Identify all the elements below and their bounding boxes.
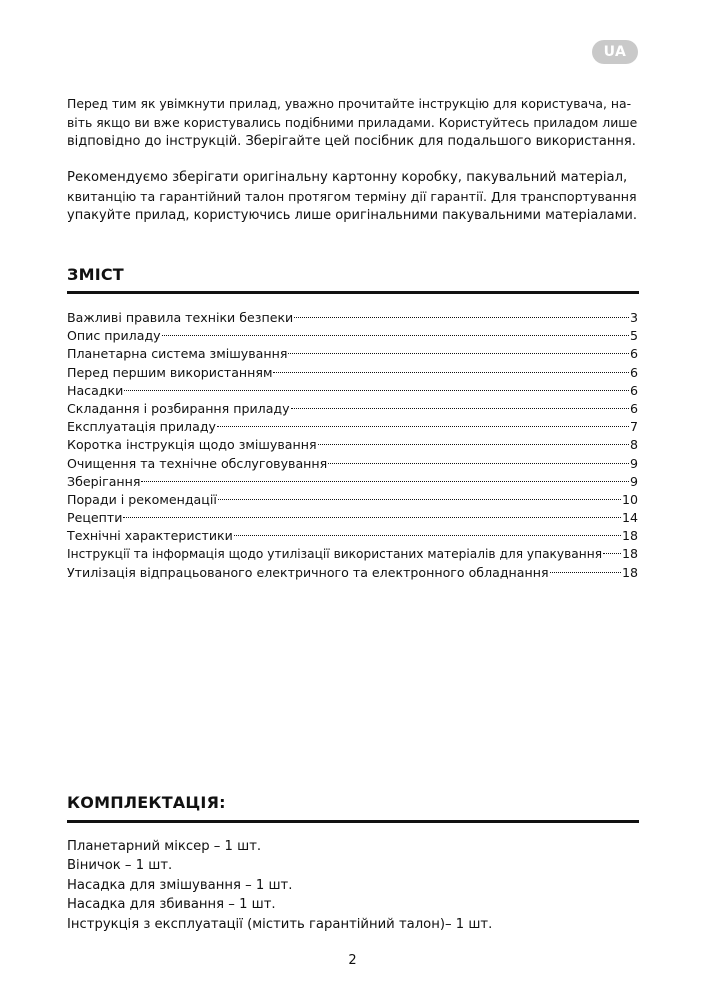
toc-entry[interactable] [67, 473, 638, 491]
toc-entry-title: Утилізація відпрацьованого електричного та електронного обладнання [67, 564, 549, 580]
intro-line: Перед тим як увімкнути прилад, уважно прочитайте інструкцію для користувача, на- [67, 96, 632, 111]
toc-entry-title: Експлуатація приладу [67, 419, 216, 435]
toc-leader-dots [294, 317, 629, 318]
toc-entry-page: 6 [629, 364, 638, 380]
intro-line: відповідно до інструкцій. Зберігайте цей посібник для подальшого використання. [67, 134, 636, 149]
toc-entry[interactable] [67, 436, 638, 454]
toc-entry-title: Інструкції та інформація щодо утилізації використаних матеріалів для упакування [67, 547, 603, 562]
toc-leader-dots [141, 481, 629, 482]
toc-entry-title: Насадки [67, 382, 124, 398]
toc-entry-title: Перед першим використанням [67, 364, 273, 380]
toc-leader-dots [273, 372, 629, 373]
toc-entry-page: 18 [621, 564, 638, 580]
toc-entry-title: Коротка інструкція щодо змішування [67, 437, 317, 453]
toc-entry-page: 9 [629, 455, 638, 471]
toc-leader-dots [291, 408, 629, 409]
intro-line: квитанцію та гарантійний талон протягом терміну дії гарантії. Для транспортування [67, 189, 637, 204]
toc-title: ЗМІСТ [67, 265, 124, 284]
intro-line: упакуйте прилад, користуючись лише оригінальними пакувальними матеріалами. [67, 208, 637, 223]
kit-item: Інструкція з експлуатації (містить гарантійний талон)– 1 шт. [67, 916, 493, 932]
kit-item: Насадка для збивання – 1 шт. [67, 897, 276, 913]
toc-entry-page: 3 [629, 310, 638, 325]
toc-entry-title: Важливі правила техніки безпеки [67, 310, 294, 325]
toc-leader-dots [218, 499, 621, 500]
toc-entry[interactable] [67, 545, 638, 563]
toc-leader-dots [162, 335, 629, 336]
toc-entry-page: 8 [629, 437, 638, 453]
toc-entry[interactable] [67, 527, 638, 545]
toc-leader-dots [550, 572, 621, 573]
toc-leader-dots [123, 517, 621, 518]
table-of-contents [67, 309, 638, 582]
toc-entry[interactable] [67, 327, 638, 345]
toc-entry-page: 14 [621, 510, 638, 526]
toc-leader-dots [124, 390, 629, 391]
kit-item: Насадка для змішування – 1 шт. [67, 877, 293, 893]
page-number: 2 [348, 953, 357, 968]
toc-entry-title: Очищення та технічне обслуговування [67, 455, 328, 471]
toc-entry-page: 10 [621, 491, 638, 507]
toc-entry[interactable] [67, 364, 638, 382]
toc-entry[interactable] [67, 509, 638, 527]
toc-divider [67, 291, 639, 294]
kit-item: Віничок – 1 шт. [67, 858, 173, 874]
kit-divider [67, 820, 639, 823]
kit-item: Планетарний міксер – 1 шт. [67, 839, 262, 854]
toc-entry-page: 6 [629, 400, 638, 416]
toc-entry-title: Планетарна система змішування [67, 346, 288, 362]
toc-entry-page: 7 [629, 419, 638, 435]
language-badge: UA [592, 40, 638, 64]
toc-entry[interactable] [67, 418, 638, 436]
toc-leader-dots [234, 535, 621, 536]
toc-entry-title: Рецепти [67, 510, 123, 526]
toc-entry[interactable] [67, 309, 638, 327]
toc-entry[interactable] [67, 345, 638, 363]
toc-entry-page: 9 [629, 473, 638, 489]
toc-entry-title: Технічні характеристики [67, 528, 233, 544]
toc-entry-title: Зберігання [67, 473, 141, 489]
intro-line: Рекомендуємо зберігати оригінальну картонну коробку, пакувальний матеріал, [67, 170, 628, 185]
toc-leader-dots [603, 553, 621, 554]
toc-leader-dots [318, 444, 629, 445]
toc-entry-page: 6 [629, 346, 638, 362]
toc-entry-page: 6 [629, 382, 638, 398]
intro-paragraph-1 [67, 94, 639, 151]
intro-line: віть якщо ви вже користувались подібними приладами. Користуйтесь приладом лише [67, 115, 638, 130]
toc-entry-page: 5 [629, 328, 638, 344]
toc-entry-title: Складання і розбирання приладу [67, 400, 290, 416]
toc-leader-dots [288, 353, 629, 354]
toc-leader-dots [217, 426, 629, 427]
toc-entry-title: Опис приладу [67, 328, 161, 344]
toc-entry[interactable] [67, 455, 638, 473]
toc-entry[interactable] [67, 491, 638, 509]
kit-list [67, 837, 639, 934]
toc-entry[interactable] [67, 382, 638, 400]
toc-entry[interactable] [67, 400, 638, 418]
toc-leader-dots [328, 463, 629, 464]
kit-title: КОМПЛЕКТАЦІЯ: [67, 793, 226, 812]
intro-paragraph-2 [67, 168, 639, 225]
toc-entry[interactable] [67, 564, 638, 582]
toc-entry-title: Поради і рекомендації [67, 491, 217, 507]
toc-entry-page: 18 [621, 528, 638, 544]
toc-entry-page: 18 [621, 546, 638, 562]
